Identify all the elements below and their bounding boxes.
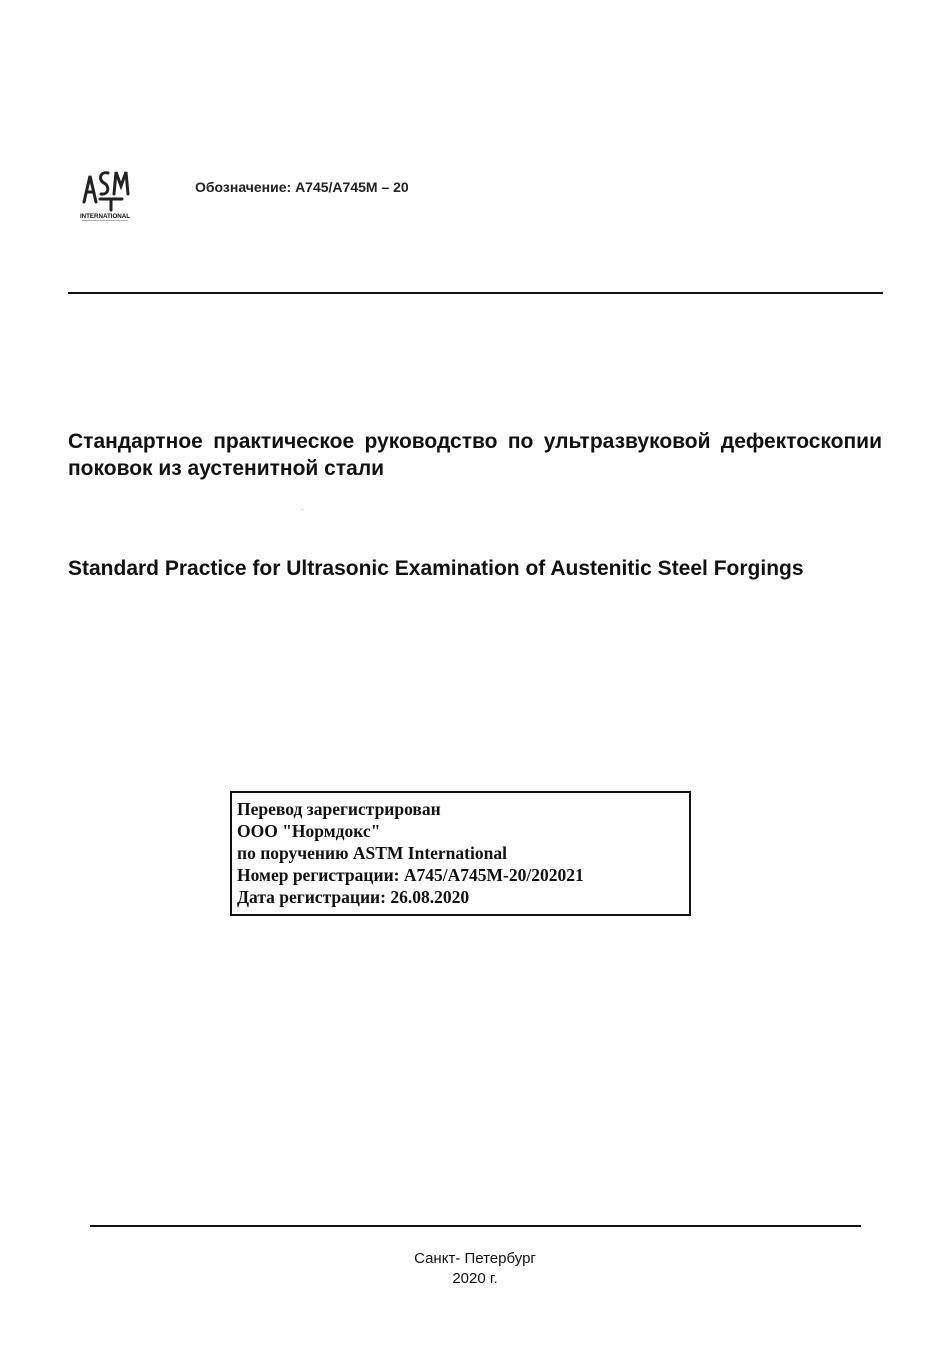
footer-year: 2020 г. xyxy=(452,1270,498,1287)
registration-line: ООО "Нормдокс" xyxy=(237,821,381,841)
registration-line: по поручению ASTM International xyxy=(237,843,507,863)
logo-text: INTERNATIONAL xyxy=(79,213,131,220)
astm-logo-icon xyxy=(78,164,132,222)
registration-box xyxy=(230,791,691,916)
bottom-divider xyxy=(90,1225,861,1227)
footer xyxy=(0,1249,950,1289)
title-russian: Стандартное практическое руководство по ультразвуковой дефектоскопии поковок из аустенитной стали xyxy=(68,430,882,480)
title-english: Standard Practice for Ultrasonic Examination of Austenitic Steel Forgings xyxy=(68,557,804,580)
registration-number: Номер регистрации: A745/A745M-20/202021 xyxy=(237,865,584,885)
top-divider xyxy=(68,292,883,294)
stray-mark: - xyxy=(301,505,304,514)
document-designation: Обозначение: A745/A745M – 20 xyxy=(195,179,409,195)
footer-city: Санкт- Петербург xyxy=(414,1250,536,1267)
registration-line: Перевод зарегистрирован xyxy=(237,799,441,819)
registration-date: Дата регистрации: 26.08.2020 xyxy=(237,887,470,907)
